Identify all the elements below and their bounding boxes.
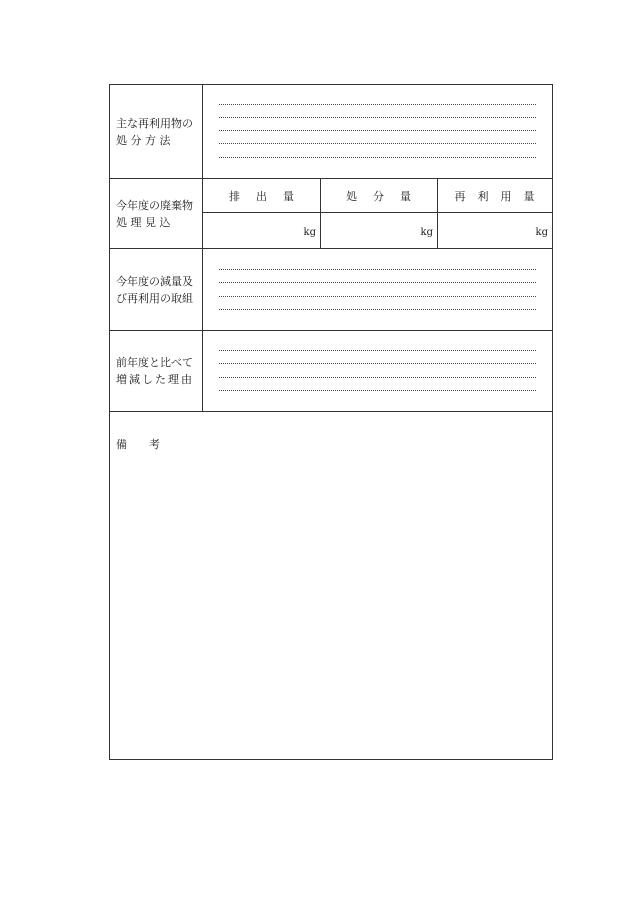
- reuse-amount-header: 再利用量: [437, 179, 552, 213]
- disposal-method-field[interactable]: [203, 85, 552, 178]
- discharge-amount-column: [203, 179, 320, 248]
- discharge-amount-header: 排出量: [203, 179, 320, 213]
- dotted-line: [219, 104, 536, 105]
- disposal-label-line1: 主な再利用物の: [116, 116, 193, 130]
- unit-kg: kg: [535, 227, 548, 238]
- reason-label-line1: 前年度と比べて: [116, 356, 193, 369]
- disposal-method-label: [110, 85, 203, 178]
- dotted-line: [219, 269, 536, 270]
- forecast-label-line1: 今年度の廃棄物: [116, 198, 193, 212]
- efforts-label-line2: び再利用の取組: [116, 291, 193, 305]
- forecast-label-line2: 処 理 見 込: [116, 215, 171, 229]
- remarks-row[interactable]: [110, 412, 552, 759]
- disposal-amount-column: [320, 179, 437, 248]
- dotted-line: [219, 130, 536, 131]
- waste-forecast-label: [110, 179, 203, 248]
- unit-kg: kg: [303, 227, 316, 238]
- reason-label-line2: 増減した理由: [116, 373, 194, 386]
- change-reason-label: [110, 331, 203, 411]
- efforts-label-line1: 今年度の減量及: [116, 274, 193, 288]
- dotted-line: [219, 157, 536, 158]
- disposal-label-line2: 処 分 方 法: [116, 133, 171, 147]
- dotted-line: [219, 296, 536, 297]
- disposal-amount-field[interactable]: [320, 213, 437, 248]
- reduction-efforts-field[interactable]: [203, 249, 552, 330]
- waste-forecast-table: [203, 179, 552, 248]
- dotted-line: [219, 309, 536, 310]
- discharge-amount-field[interactable]: [203, 213, 320, 248]
- disposal-amount-header: 処分量: [320, 179, 437, 213]
- dotted-line: [219, 363, 536, 364]
- waste-forecast-row: [110, 179, 552, 249]
- change-reason-row: [110, 331, 552, 412]
- dotted-line: [219, 117, 536, 118]
- reuse-amount-column: [437, 179, 552, 248]
- reduction-efforts-row: [110, 249, 552, 331]
- unit-kg: kg: [420, 227, 433, 238]
- dotted-line: [219, 377, 536, 378]
- reuse-amount-field[interactable]: [437, 213, 552, 248]
- dotted-line: [219, 350, 536, 351]
- waste-plan-form: [109, 84, 553, 760]
- dotted-line: [219, 390, 536, 391]
- disposal-method-row: [110, 85, 552, 179]
- remarks-label: 備考: [116, 438, 182, 451]
- change-reason-field[interactable]: [203, 331, 552, 411]
- dotted-line: [219, 282, 536, 283]
- dotted-line: [219, 143, 536, 144]
- reduction-efforts-label: [110, 249, 203, 330]
